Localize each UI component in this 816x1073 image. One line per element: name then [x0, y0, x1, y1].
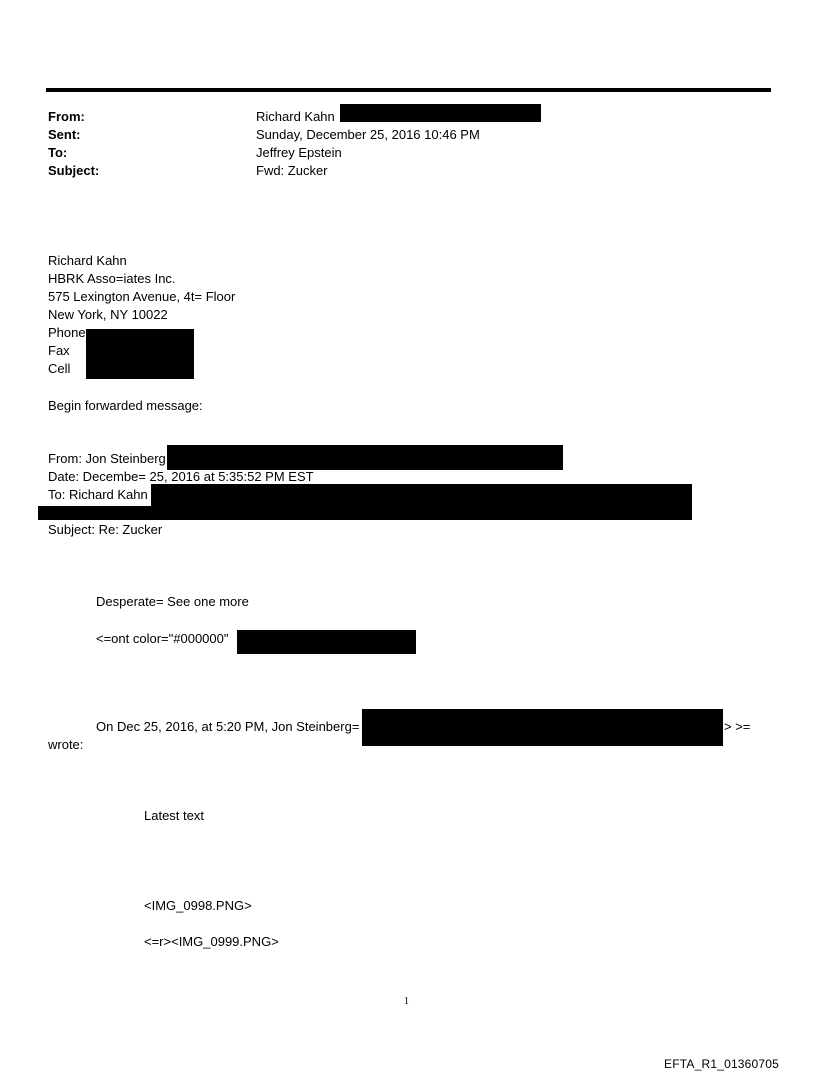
signature-name: Richard Kahn [48, 253, 127, 268]
redaction-message-line [237, 630, 416, 654]
forward-from: From: Jon Steinberg [48, 451, 166, 466]
forward-intro: Begin forwarded message: [48, 398, 203, 413]
from-label: From: [48, 109, 85, 124]
signature-phone: Phone [48, 325, 86, 340]
sent-label: Sent: [48, 127, 81, 142]
quote-wrote: wrote: [48, 737, 84, 752]
signature-city: New York, NY 10022 [48, 307, 168, 322]
to-value: Jeffrey Epstein [256, 145, 342, 160]
quote-intro: On Dec 25, 2016, at 5:20 PM, Jon Steinberg= [96, 719, 360, 734]
redaction-forward-from [167, 445, 563, 470]
attachment-2: <=r><IMG_0999.PNG> [144, 934, 279, 949]
redaction-from-email [340, 104, 541, 122]
redaction-forward-to [151, 484, 692, 520]
redaction-quote-email [362, 709, 723, 746]
quote-suffix: > >= [724, 719, 751, 734]
from-value: Richard Kahn [256, 109, 335, 124]
latest-text: Latest text [144, 808, 204, 823]
forward-to: To: Richard Kahn [48, 487, 148, 502]
subject-label: Subject: [48, 163, 100, 178]
page-number: 1 [404, 996, 409, 1007]
header-rule [46, 88, 771, 92]
signature-company: HBRK Asso=iates Inc. [48, 271, 176, 286]
forward-date: Date: Decembe= 25, 2016 at 5:35:52 PM EST [48, 469, 314, 484]
redaction-phone-numbers [86, 329, 194, 379]
bates-number: EFTA_R1_01360705 [664, 1057, 780, 1071]
redaction-forward-cc [38, 506, 154, 520]
signature-cell: Cell [48, 361, 71, 376]
signature-fax: Fax [48, 343, 70, 358]
attachment-1: <IMG_0998.PNG> [144, 898, 252, 913]
message-line-1: Desperate= See one more [96, 594, 249, 609]
subject-value: Fwd: Zucker [256, 163, 328, 178]
forward-subject: Subject: Re: Zucker [48, 522, 163, 537]
message-line-2: <=ont color="#000000" [96, 631, 229, 646]
signature-address: 575 Lexington Avenue, 4t= Floor [48, 289, 236, 304]
sent-value: Sunday, December 25, 2016 10:46 PM [256, 127, 480, 142]
to-label: To: [48, 145, 68, 160]
